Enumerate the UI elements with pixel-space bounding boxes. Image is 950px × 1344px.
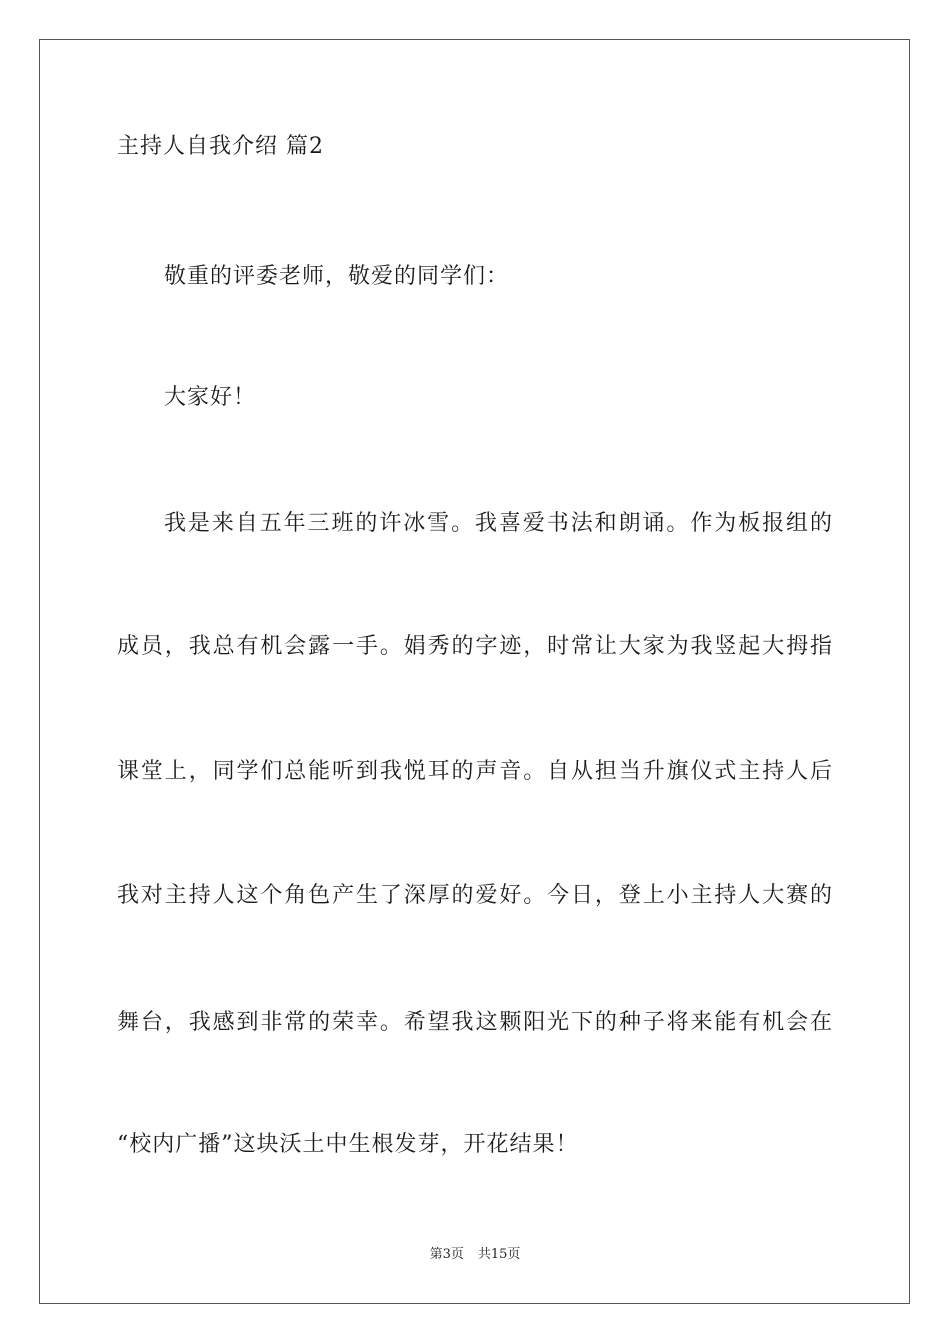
document-heading: 主持人自我介绍 篇2 (117, 134, 324, 159)
page-total: 共15页 (477, 1247, 521, 1262)
page-footer (0, 1246, 950, 1264)
greeting: 大家好！ (164, 385, 257, 410)
body-line-1: 我是来自五年三班的许冰雪。我喜爱书法和朗诵。作为板报组的 (164, 511, 833, 536)
salutation: 敬重的评委老师，敬爱的同学们： (164, 264, 510, 289)
body-line-3: 课堂上，同学们总能听到我悦耳的声音。自从担当升旗仪式主持人后 (117, 759, 833, 784)
body-line-6: “校内广播”这块沃土中生根发芽，开花结果！ (117, 1132, 579, 1157)
body-line-2: 成员，我总有机会露一手。娟秀的字迹，时常让大家为我竖起大拇指 (117, 634, 833, 659)
page-number: 第3页 (429, 1247, 464, 1262)
body-line-4: 我对主持人这个角色产生了深厚的爱好。今日，登上小主持人大赛的 (117, 883, 833, 908)
page-frame (39, 39, 910, 1304)
body-line-5: 舞台，我感到非常的荣幸。希望我这颗阳光下的种子将来能有机会在 (117, 1010, 833, 1035)
